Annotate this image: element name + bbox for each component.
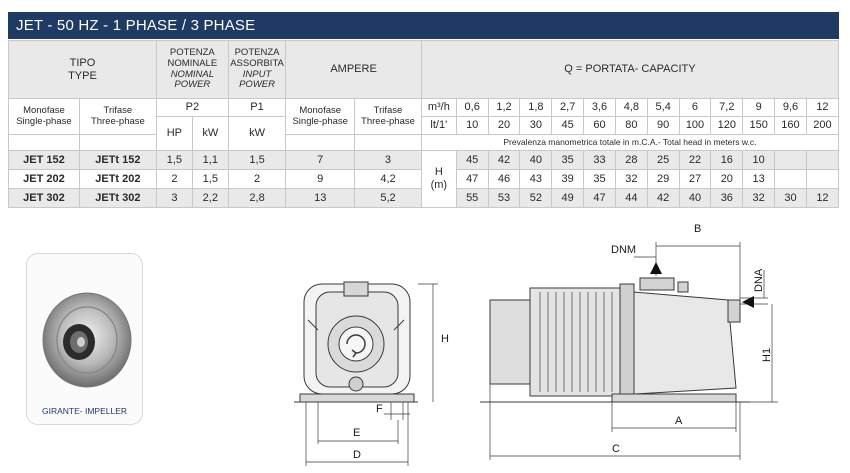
model-trifase: JETt 152 xyxy=(79,151,156,170)
flow-m3h-cell: 2,7 xyxy=(552,99,584,117)
head-value-cell: 35 xyxy=(552,151,584,170)
head-value-cell: 32 xyxy=(743,189,775,208)
unit-lt: lt/1' xyxy=(421,117,456,135)
flow-m3h-cell: 1,8 xyxy=(520,99,552,117)
flow-lt-cell: 30 xyxy=(520,117,552,135)
front-view xyxy=(294,282,438,466)
head-value-cell: 16 xyxy=(711,151,743,170)
amp-monofase-value: 9 xyxy=(286,170,355,189)
dim-label-h1: H1 xyxy=(761,347,773,362)
head-value-cell: 29 xyxy=(647,170,679,189)
model-monofase: JET 202 xyxy=(9,170,80,189)
head-value-cell: 46 xyxy=(488,170,520,189)
model-monofase: JET 302 xyxy=(9,189,80,208)
head-value-cell: 35 xyxy=(584,170,616,189)
header-p1: P1 xyxy=(228,99,286,117)
dim-label-dna: DNA xyxy=(753,268,765,292)
head-value-cell: 40 xyxy=(520,151,552,170)
head-value-cell xyxy=(775,170,807,189)
head-value-cell: 49 xyxy=(552,189,584,208)
flow-lt-cell: 10 xyxy=(456,117,488,135)
head-value-cell: 27 xyxy=(679,170,711,189)
head-value-cell: 39 xyxy=(552,170,584,189)
side-view xyxy=(480,242,778,460)
model-monofase: JET 152 xyxy=(9,151,80,170)
dim-label-f: F xyxy=(376,403,383,415)
head-value-cell: 55 xyxy=(456,189,488,208)
amp-trifase-value: 3 xyxy=(355,151,422,170)
impeller-caption: GIRANTE- IMPELLER xyxy=(41,406,128,416)
hp-value: 3 xyxy=(156,189,192,208)
dim-label-dnm: DNM xyxy=(611,244,637,256)
head-value-cell: 47 xyxy=(456,170,488,189)
head-value-cell: 42 xyxy=(647,189,679,208)
head-value-cell: 40 xyxy=(679,189,711,208)
model-trifase: JETt 302 xyxy=(79,189,156,208)
header-potenza-assorbita: POTENZA ASSORBITA INPUT POWER xyxy=(228,41,286,99)
head-value-cell: 47 xyxy=(584,189,616,208)
head-value-cell: 25 xyxy=(647,151,679,170)
head-value-cell: 12 xyxy=(806,189,838,208)
flow-m3h-cell: 5,4 xyxy=(647,99,679,117)
dim-label-h: H xyxy=(441,333,449,345)
head-value-cell: 33 xyxy=(584,151,616,170)
impeller-photo xyxy=(26,253,143,425)
dim-label-e: E xyxy=(353,427,361,439)
table-row xyxy=(9,151,839,170)
amp-trifase-value: 5,2 xyxy=(355,189,422,208)
head-value-cell: 42 xyxy=(488,151,520,170)
header-trifase: Trifase Three-phase xyxy=(79,99,156,135)
head-value-cell: 22 xyxy=(679,151,711,170)
head-label: H (m) xyxy=(421,151,456,208)
head-value-cell: 36 xyxy=(711,189,743,208)
flow-m3h-cell: 3,6 xyxy=(584,99,616,117)
spec-table xyxy=(8,40,839,208)
head-value-cell: 32 xyxy=(615,170,647,189)
kw-value: 1,5 xyxy=(192,170,228,189)
header-p2: P2 xyxy=(156,99,228,117)
head-value-cell: 13 xyxy=(743,170,775,189)
flow-m3h-cell: 12 xyxy=(806,99,838,117)
header-portata: Q = PORTATA- CAPACITY xyxy=(421,41,838,99)
flow-m3h-cell: 6 xyxy=(679,99,711,117)
head-value-cell: 28 xyxy=(615,151,647,170)
flow-m3h-cell: 0,6 xyxy=(456,99,488,117)
head-value-cell xyxy=(806,170,838,189)
header-potenza-nominale: POTENZA NOMINALE NOMINAL POWER xyxy=(156,41,228,99)
impeller-image xyxy=(27,254,144,404)
head-value-cell: 52 xyxy=(520,189,552,208)
amp-trifase-value: 4,2 xyxy=(355,170,422,189)
head-value-cell: 20 xyxy=(711,170,743,189)
unit-m3h: m³/h xyxy=(421,99,456,117)
flow-lt-cell: 160 xyxy=(775,117,807,135)
page-title: JET - 50 HZ - 1 PHASE / 3 PHASE xyxy=(8,12,839,39)
amp-monofase-value: 13 xyxy=(286,189,355,208)
header-tipo: TIPO TYPE xyxy=(9,41,157,99)
flow-m3h-cell: 9 xyxy=(743,99,775,117)
hp-value: 1,5 xyxy=(156,151,192,170)
header-ampere: AMPERE xyxy=(286,41,422,99)
amp-monofase-value: 7 xyxy=(286,151,355,170)
header-monofase: Monofase Single-phase xyxy=(9,99,80,135)
dim-label-c: C xyxy=(612,443,620,455)
header-kw: kW xyxy=(192,117,228,151)
flow-m3h-cell: 1,2 xyxy=(488,99,520,117)
flow-lt-cell: 90 xyxy=(647,117,679,135)
header-kw-p1: kW xyxy=(228,117,286,151)
p1-value: 2 xyxy=(228,170,286,189)
dim-label-d: D xyxy=(353,449,361,461)
kw-value: 2,2 xyxy=(192,189,228,208)
header-amp-trifase: Trifase Three-phase xyxy=(355,99,422,135)
header-amp-monofase: Monofase Single-phase xyxy=(286,99,355,135)
flow-m3h-cell: 4,8 xyxy=(615,99,647,117)
flow-lt-cell: 100 xyxy=(679,117,711,135)
flow-m3h-cell: 9,6 xyxy=(775,99,807,117)
model-trifase: JETt 202 xyxy=(79,170,156,189)
flow-lt-cell: 200 xyxy=(806,117,838,135)
kw-value: 1,1 xyxy=(192,151,228,170)
dim-label-a: A xyxy=(675,415,683,427)
head-value-cell xyxy=(806,151,838,170)
flow-lt-cell: 80 xyxy=(615,117,647,135)
flow-m3h-cell: 7,2 xyxy=(711,99,743,117)
flow-lt-cell: 120 xyxy=(711,117,743,135)
header-hp: HP xyxy=(156,117,192,151)
flow-lt-cell: 60 xyxy=(584,117,616,135)
head-value-cell: 30 xyxy=(775,189,807,208)
head-value-cell xyxy=(775,151,807,170)
dim-label-b: B xyxy=(694,223,702,235)
head-value-cell: 43 xyxy=(520,170,552,189)
head-value-cell: 10 xyxy=(743,151,775,170)
p1-value: 1,5 xyxy=(228,151,286,170)
p1-value: 2,8 xyxy=(228,189,286,208)
flow-lt-cell: 45 xyxy=(552,117,584,135)
flow-lt-cell: 20 xyxy=(488,117,520,135)
hp-value: 2 xyxy=(156,170,192,189)
head-value-cell: 44 xyxy=(615,189,647,208)
head-value-cell: 45 xyxy=(456,151,488,170)
flow-lt-cell: 150 xyxy=(743,117,775,135)
prevalenza-note: Prevalenza manometrica totale in m.C.A.- Total head in meters w.c. xyxy=(421,135,838,151)
head-value-cell: 53 xyxy=(488,189,520,208)
